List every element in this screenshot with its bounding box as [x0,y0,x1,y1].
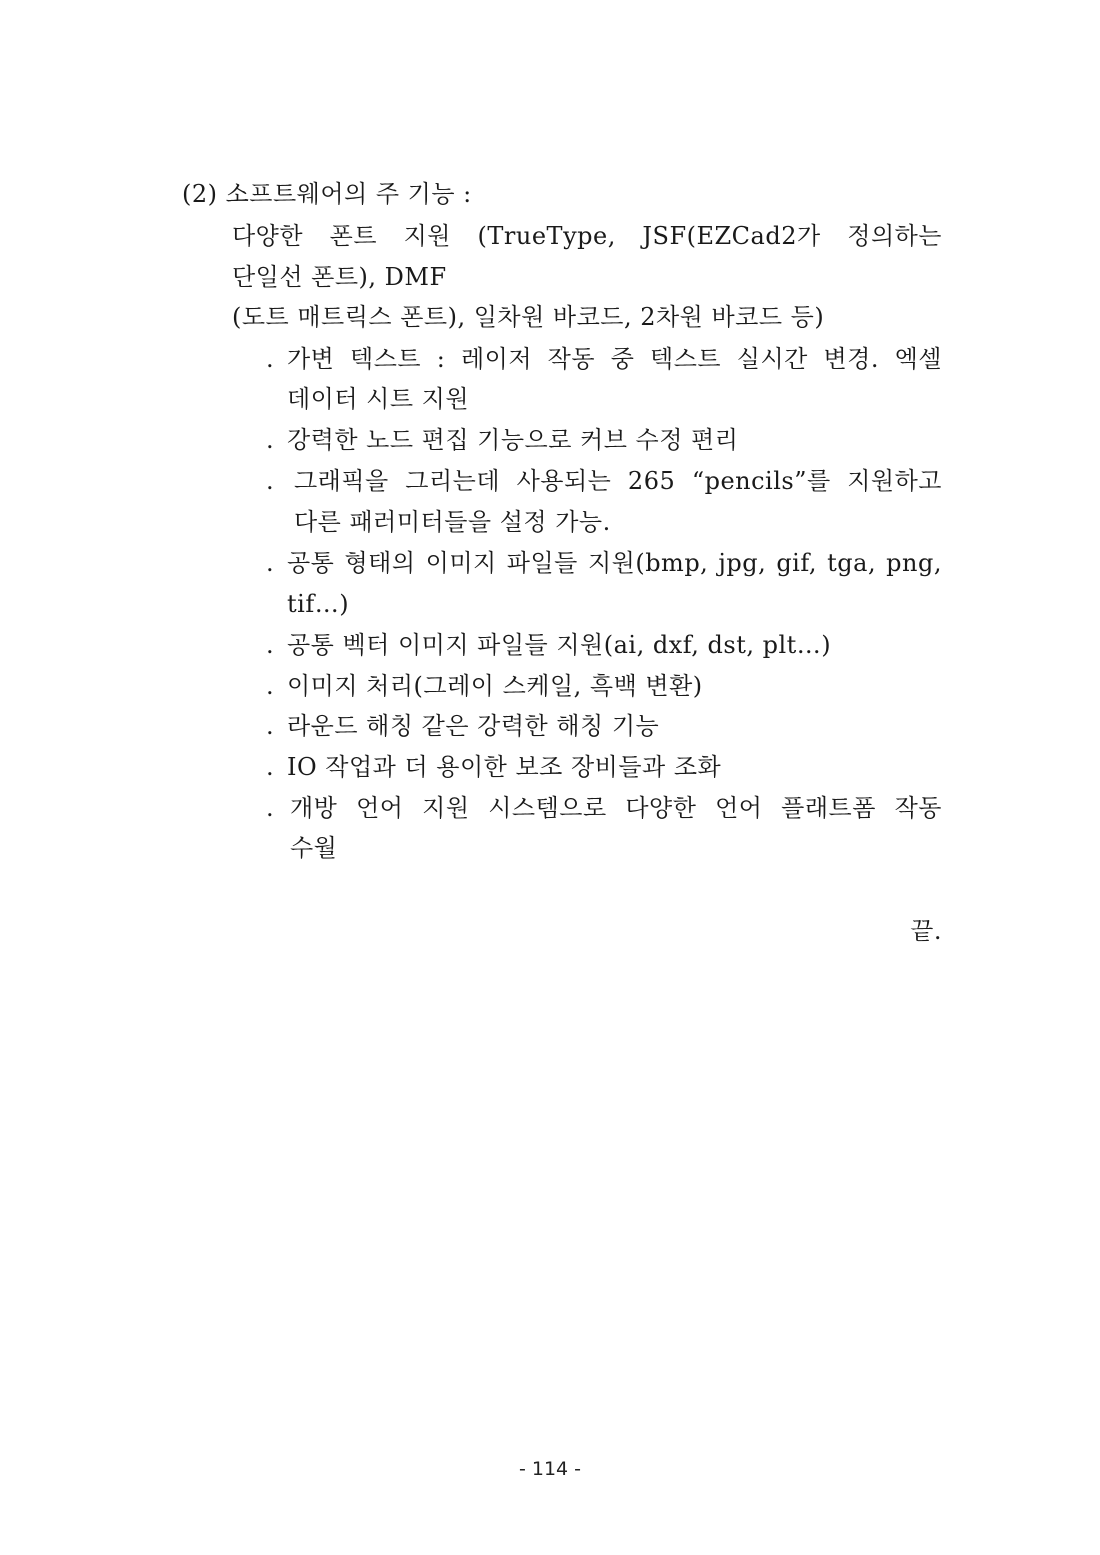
list-item-7-line-1: 라운드 해칭 같은 강력한 해칭 기능 [287,712,660,740]
list-item-4-line-1: 공통 형태의 이미지 파일들 지원(bmp, jpg, gif, tga, png, [287,549,942,577]
list-item-2-line-1: 강력한 노드 편집 기능으로 커브 수정 편리 [287,426,739,454]
intro-line-3: (도트 매트릭스 폰트), 일차원 바코드, 2차원 바코드 등) [232,303,825,331]
list-item-9-line-1: 개방 언어 지원 시스템으로 다양한 언어 플래트폼 작동 [290,794,942,822]
bullet-marker: . [266,631,274,659]
intro-line-1: 다양한 폰트 지원 (TrueType, JSF(EZCad2가 정의하는 [232,222,942,250]
page-number: - 114 - [518,1458,582,1480]
list-item-3-line-2: 다른 패러미터들을 설정 가능. [294,508,611,536]
list-item-1-line-1: 가변 텍스트 : 레이저 작동 중 텍스트 실시간 변경. 엑셀 [287,345,942,373]
list-item-6-line-1: 이미지 처리(그레이 스케일, 흑백 변환) [287,672,703,700]
bullet-marker: . [266,549,274,577]
list-item-1-line-2: 데이터 시트 지원 [287,385,470,413]
bullet-marker: . [266,794,274,822]
bullet-marker: . [266,345,274,373]
list-item-4-line-2: tif…) [287,590,350,618]
bullet-marker: . [266,753,274,781]
list-item-3-line-1: 그래픽을 그리는데 사용되는 265 “pencils”를 지원하고 [294,467,942,495]
end-mark: 끝. [910,917,942,945]
bullet-marker: . [266,712,274,740]
bullet-marker: . [266,467,274,495]
section-heading: (2) 소프트웨어의 주 기능 : [182,180,472,208]
intro-line-2: 단일선 폰트), DMF [232,263,447,291]
bullet-marker: . [266,426,274,454]
list-item-9-line-2: 수월 [290,834,338,862]
list-item-5-line-1: 공통 벡터 이미지 파일들 지원(ai, dxf, dst, plt…) [287,631,832,659]
bullet-marker: . [266,672,274,700]
list-item-8-line-1: IO 작업과 더 용이한 보조 장비들과 조화 [287,753,722,781]
